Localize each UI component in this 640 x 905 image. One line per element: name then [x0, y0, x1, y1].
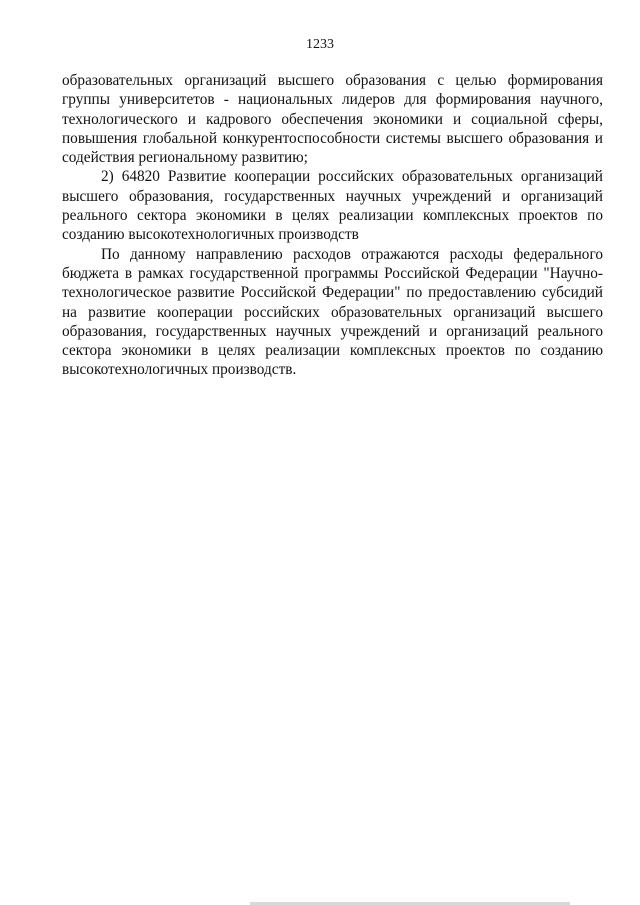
document-body — [62, 71, 603, 380]
paragraph-continuation: образовательных организаций высшего образования с целью формирования группы университетов - национальных лидеров для формирования научного, технологического и кадрового обеспечения экономики и социальной сферы, повышения глобальной конкурентоспособности системы высшего образования и содействия региональному развитию; — [62, 72, 603, 167]
page-number: 1233 — [306, 37, 334, 52]
paragraph-expenses-description: По данному направлению расходов отражаются расходы федерального бюджета в рамках государственной программы Российской Федерации "Научно-технологическое развитие Российской Федерации" по предоставлению субсидий на развитие кооперации российских образовательных организаций высшего образования, государственных научных учреждений и организаций реального сектора экономики в целях реализации комплексных проектов по созданию высокотехнологичных производств. — [62, 245, 603, 379]
paragraph-item-64820: 2) 64820 Развитие кооперации российских образовательных организаций высшего образования, государственных научных учреждений и организаций реального сектора экономики в целях реализации комплексных проектов по созданию высокотехнологичных производств — [62, 168, 603, 244]
